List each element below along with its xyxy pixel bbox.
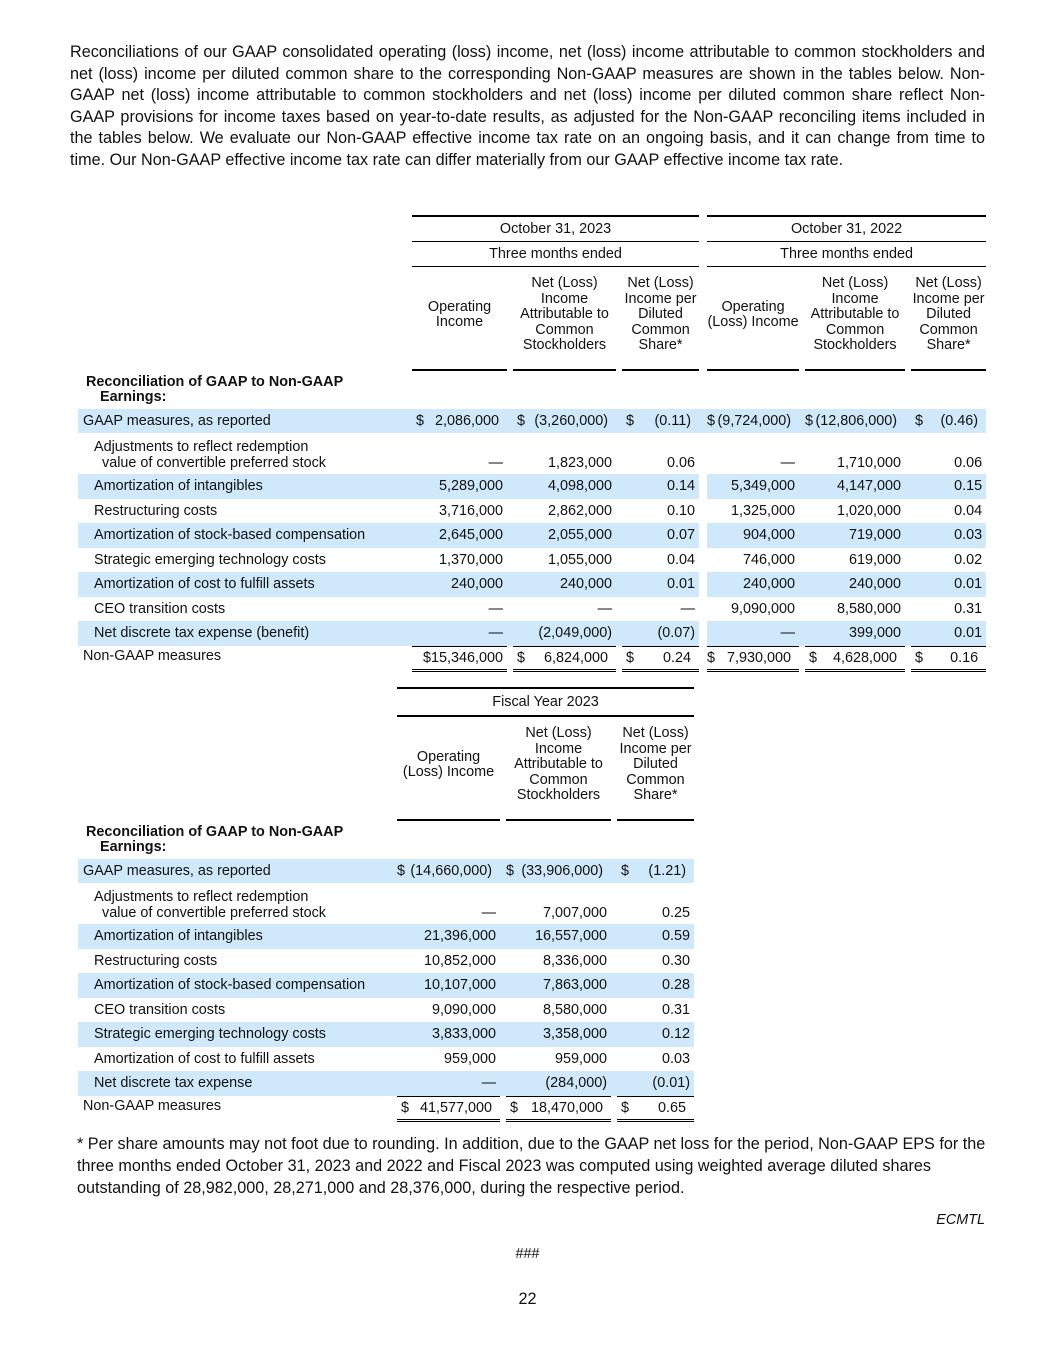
row-value: 0.02 <box>954 551 983 568</box>
row-value: — <box>412 621 507 646</box>
row-label: CEO transition costs <box>94 600 226 617</box>
col-header-net-income-fy: Net (Loss) Income Attributable to Common Stockholders <box>506 717 611 821</box>
row-value: 8,580,000 <box>837 600 902 617</box>
row-value: 0.01 <box>622 572 699 597</box>
row-value: — <box>680 600 696 617</box>
table-row <box>78 924 694 949</box>
row-value: 0.04 <box>667 551 696 568</box>
row-label: Strategic emerging technology costs <box>78 1022 397 1047</box>
table-row <box>78 998 694 1023</box>
subheader-2022: Three months ended <box>707 242 986 267</box>
row-value: 0.28 <box>617 973 694 998</box>
table-row-total: Non-GAAP measures $15,346,000 $ 6,824,000 $ 0.24 $ 7,930,000 $ 4,628,000 $ 0.16 <box>78 646 986 672</box>
table-row <box>78 1047 694 1072</box>
row-value: (2,049,000) <box>513 621 616 646</box>
row-value: 240,000 <box>707 572 799 597</box>
row-value: 2,055,000 <box>513 523 616 548</box>
col-header-eps-2022: Net (Loss) Income per Diluted Common Share* <box>911 267 986 371</box>
section-title-line2: Earnings: <box>100 389 167 405</box>
row-value: 7,863,000 <box>506 973 611 998</box>
table-row: GAAP measures, as reported $ (14,660,000) $ (33,906,000) $ (1.21) <box>78 859 694 883</box>
row-value: 719,000 <box>805 523 905 548</box>
table-row <box>78 499 986 524</box>
row-value: 0.31 <box>661 1001 690 1018</box>
quarterly-reconciliation-table <box>78 215 986 672</box>
col-header-eps-fy: Net (Loss) Income per Diluted Common Share* <box>617 717 694 821</box>
row-label: Amortization of stock-based compensation <box>78 973 397 998</box>
row-label: Net discrete tax expense <box>78 1071 397 1096</box>
row-value: — <box>397 1071 500 1096</box>
table-row: GAAP measures, as reported $ 2,086,000 $ (3,260,000) $ (0.11) $ (9,724,000) $ (12,806,000) $ (0.46) <box>78 409 986 433</box>
row-value: 3,716,000 <box>438 502 503 519</box>
period-header-2023: October 31, 2023 <box>412 215 699 242</box>
row-label: Restructuring costs <box>94 502 218 519</box>
col-header-operating-fy: Operating (Loss) Income <box>397 717 500 821</box>
table-row: Adjustments to reflect redemption value of convertible preferred stock — 7,007,000 0.25 <box>94 889 690 921</box>
row-value: 959,000 <box>443 1050 496 1067</box>
intro-paragraph: Reconciliations of our GAAP consolidated operating (loss) income, net (loss) income attributable to common stockholders and net (loss) income per diluted common share to the corresponding Non-GAAP measures are shown in the tables below. Non-GAAP net (loss) income attributable to common stockholders and net (loss) income per diluted common share reflect Non-GAAP provisions for income taxes based on year-to-date results, as adjusted for the Non-GAAP reconciling items included in the tables below. We evaluate our Non-GAAP effective income tax rate on an ongoing basis, and it can change from time to time. Our Non-GAAP effective income tax rate can differ materially from our GAAP effective income tax rate. <box>70 43 985 169</box>
row-value: 2,645,000 <box>412 523 507 548</box>
table-row <box>78 1071 694 1096</box>
table-row <box>78 1022 694 1047</box>
row-value: 0.03 <box>911 523 986 548</box>
table-row <box>78 572 986 597</box>
table-row: Adjustments to reflect redemption value of convertible preferred stock — 1,823,000 0.06 — 1,710,000 0.06 <box>94 439 983 471</box>
row-value: 904,000 <box>707 523 799 548</box>
table-row <box>78 474 986 499</box>
row-value: 0.01 <box>911 621 986 646</box>
row-value: 9,090,000 <box>731 600 796 617</box>
row-value: 1,020,000 <box>837 502 902 519</box>
end-marker: ### <box>515 1246 540 1262</box>
row-value: — <box>707 621 799 646</box>
col-header-eps-2023: Net (Loss) Income per Diluted Common Share* <box>622 267 699 371</box>
fiscal-year-reconciliation-table <box>78 687 694 1122</box>
page-number: 22 <box>518 1290 537 1308</box>
row-value: 16,557,000 <box>506 924 611 949</box>
row-label: Amortization of intangibles <box>78 474 412 499</box>
row-value: 240,000 <box>513 572 616 597</box>
col-header-net-income-2022: Net (Loss) Income Attributable to Common Stockholders <box>805 267 905 371</box>
col-header-operating-2023: Operating Income <box>412 267 507 371</box>
row-value: (284,000) <box>506 1071 611 1096</box>
row-value: 10,107,000 <box>397 973 500 998</box>
row-label: Restructuring costs <box>94 952 218 969</box>
row-value: 5,349,000 <box>707 474 799 499</box>
row-value: 240,000 <box>805 572 905 597</box>
row-value: 0.15 <box>911 474 986 499</box>
row-value: 0.10 <box>667 502 696 519</box>
table-row <box>78 949 694 974</box>
section-title-line1: Reconciliation of GAAP to Non-GAAP <box>86 824 344 840</box>
row-label: CEO transition costs <box>94 1001 226 1018</box>
section-title-line1: Reconciliation of GAAP to Non-GAAP <box>86 374 344 390</box>
row-label: Amortization of intangibles <box>78 924 397 949</box>
table-row <box>78 621 986 646</box>
row-value: 619,000 <box>849 551 902 568</box>
period-header-2022: October 31, 2022 <box>707 215 986 242</box>
row-value: 9,090,000 <box>431 1001 496 1018</box>
row-value: 0.59 <box>617 924 694 949</box>
row-value: 0.14 <box>622 474 699 499</box>
period-header-fy2023: Fiscal Year 2023 <box>397 687 694 717</box>
row-label: Strategic emerging technology costs <box>94 551 326 568</box>
row-value: — <box>488 600 503 617</box>
row-value: 10,852,000 <box>423 952 496 969</box>
table-row-total: Non-GAAP measures $ 41,577,000 $ 18,470,000 $ 0.65 <box>78 1096 694 1122</box>
row-value: 240,000 <box>412 572 507 597</box>
row-label: Amortization of cost to fulfill assets <box>78 572 412 597</box>
row-value: 3,833,000 <box>397 1022 500 1047</box>
row-value: 1,370,000 <box>438 551 503 568</box>
row-value: 0.31 <box>954 600 983 617</box>
subheader-2023: Three months ended <box>412 242 699 267</box>
row-value: 0.04 <box>954 502 983 519</box>
row-value: 5,289,000 <box>412 474 507 499</box>
row-value: 0.30 <box>661 952 690 969</box>
ticker-symbol: ECMTL <box>936 1212 985 1228</box>
col-header-net-income-2023: Net (Loss) Income Attributable to Common Stockholders <box>513 267 616 371</box>
row-value: 746,000 <box>743 551 796 568</box>
footnote: * Per share amounts may not foot due to rounding. In addition, due to the GAAP net loss for the period, Non-GAAP EPS for the three months ended October 31, 2023 and 2022 and Fiscal 2023 was computed using weighted average diluted shares outstanding of 28,982,000, 28,271,000 and 28,376,000, during the respective period. <box>77 1135 986 1197</box>
row-value: (0.07) <box>622 621 699 646</box>
table-row <box>78 548 986 573</box>
row-value: — <box>597 600 612 617</box>
row-value: 0.01 <box>911 572 986 597</box>
row-value: 959,000 <box>554 1050 607 1067</box>
row-value: 0.12 <box>617 1022 694 1047</box>
table-row <box>78 523 986 548</box>
row-value: 4,098,000 <box>513 474 616 499</box>
row-label: Amortization of stock-based compensation <box>78 523 412 548</box>
row-value: 0.07 <box>622 523 699 548</box>
row-value: 3,358,000 <box>506 1022 611 1047</box>
section-title-line2: Earnings: <box>100 839 167 855</box>
row-value: 1,055,000 <box>547 551 612 568</box>
row-label: Amortization of cost to fulfill assets <box>94 1050 315 1067</box>
row-value: 399,000 <box>805 621 905 646</box>
row-value: (0.01) <box>617 1071 694 1096</box>
row-value: 0.03 <box>661 1050 690 1067</box>
row-value: 8,336,000 <box>542 952 607 969</box>
table-row <box>78 973 694 998</box>
table-row <box>78 597 986 622</box>
row-value: 4,147,000 <box>805 474 905 499</box>
row-value: 8,580,000 <box>542 1001 607 1018</box>
row-value: 2,862,000 <box>547 502 612 519</box>
row-value: 1,325,000 <box>731 502 796 519</box>
row-value: 21,396,000 <box>397 924 500 949</box>
row-label: Net discrete tax expense (benefit) <box>78 621 412 646</box>
col-header-operating-2022: Operating (Loss) Income <box>707 267 799 371</box>
